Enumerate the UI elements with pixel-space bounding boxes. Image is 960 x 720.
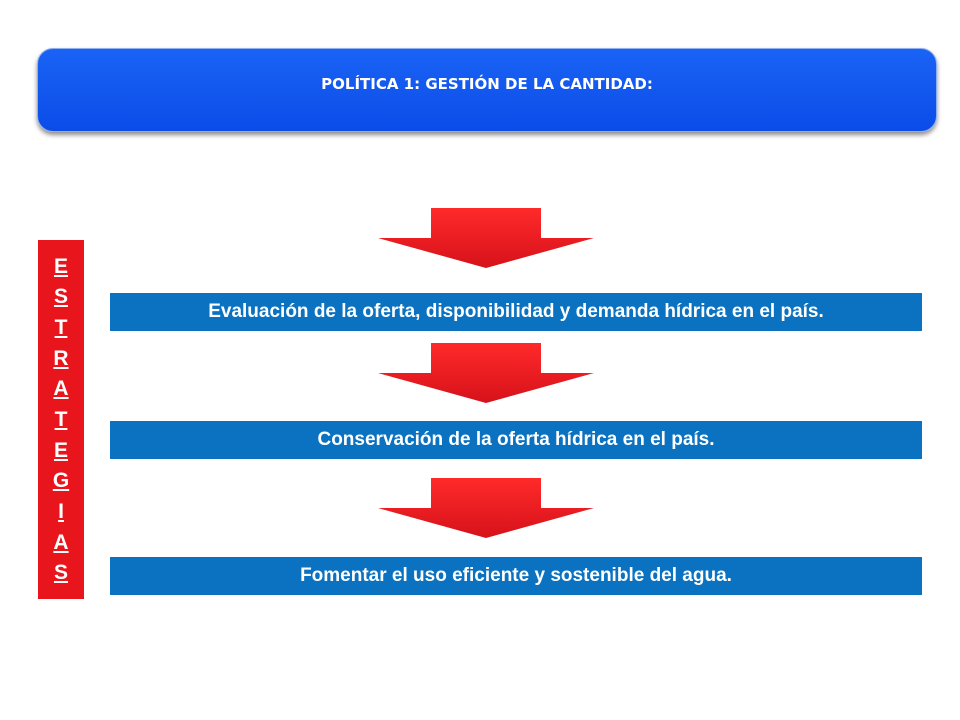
vertical-letter: E bbox=[53, 254, 68, 278]
page-title: POLÍTICA 1: GESTIÓN DE LA CANTIDAD: bbox=[321, 75, 653, 93]
vertical-letter: A bbox=[53, 530, 69, 554]
title-banner bbox=[37, 48, 937, 132]
vertical-letter: S bbox=[53, 285, 68, 309]
down-arrow-icon bbox=[378, 478, 594, 538]
down-arrow-icon bbox=[378, 208, 594, 268]
vertical-letter: S bbox=[53, 561, 68, 585]
vertical-letter: E bbox=[53, 438, 68, 462]
strategy-bar-1: Evaluación de la oferta, disponibilidad y demanda hídrica en el país. bbox=[110, 293, 922, 331]
down-arrow-icon bbox=[378, 343, 594, 403]
vertical-letter: R bbox=[53, 346, 69, 370]
vertical-letter: T bbox=[54, 407, 68, 431]
vertical-letter: A bbox=[53, 377, 69, 401]
strategy-bar-2: Conservación de la oferta hídrica en el país. bbox=[110, 421, 922, 459]
vertical-letter: T bbox=[54, 315, 68, 339]
vertical-letter: I bbox=[58, 499, 64, 523]
strategy-bar-3: Fomentar el uso eficiente y sostenible del agua. bbox=[110, 557, 922, 595]
vertical-letter: G bbox=[52, 469, 70, 493]
strategies-vertical-label bbox=[38, 240, 84, 599]
